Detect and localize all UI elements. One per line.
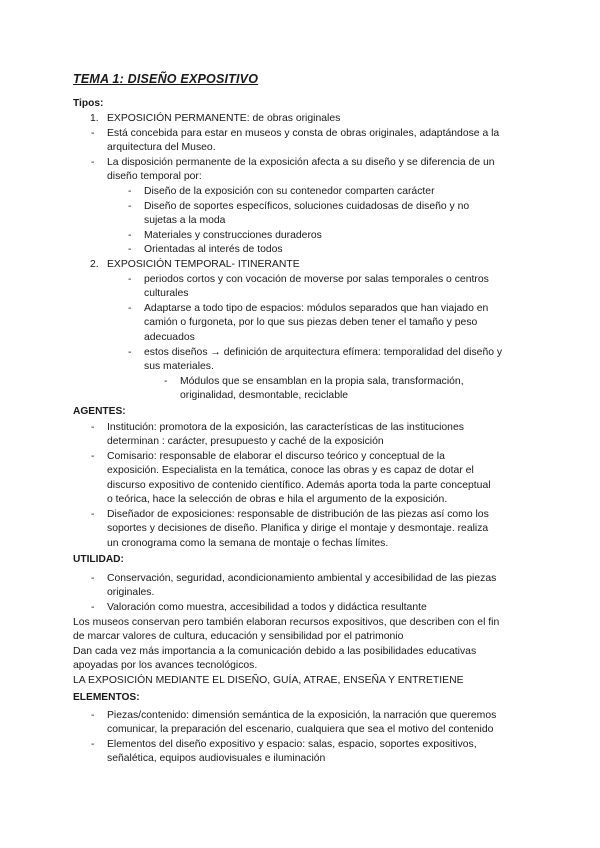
list-item-line: camión o furgoneta, por lo que sus piezas deben tener el tamaño y peso [144, 317, 478, 328]
list-item-line: señalética, equipos audiovisuales e iluminación [107, 753, 326, 764]
list-item-line: Materiales y construcciones duraderos [144, 230, 322, 241]
list-item-line: soportes y decisiones de diseño. Planifica y dirige el montaje y desmontaje. realiza [107, 523, 489, 534]
list-item-line: exposición. Especialista en la temática, conoce las obras y es capaz de dotar el [107, 465, 474, 476]
paragraph-line: LA EXPOSICIÓN MEDIANTE EL DISEÑO, GUÍA, ATRAE, ENSEÑA Y ENTRETIENE [73, 675, 464, 686]
bullet-dash: - [91, 451, 95, 462]
list-item-line: Adaptarse a todo tipo de espacios: módulos separados que han viajado en [144, 303, 489, 314]
bullet-dash: - [91, 422, 95, 433]
list-item-line: Valoración como muestra, accesibilidad a todos y didáctica resultante [107, 602, 427, 613]
page-title: TEMA 1: DISEÑO EXPOSITIVO [73, 72, 259, 86]
list-item-line: culturales [144, 288, 189, 299]
list-item-line: adecuados [144, 332, 195, 343]
paragraph-line: apoyadas por los avances tecnológicos. [73, 660, 258, 671]
list-item-line: arquitectura del Museo. [107, 142, 216, 153]
paragraph-line: de marcar valores de cultura, educación y sensibilidad por el patrimonio [73, 631, 404, 642]
list-item-line: discurso expositivo de contenido científico. Además aporta toda la parte conceptual [107, 480, 491, 491]
bullet-dash: - [91, 157, 95, 168]
bullet-dash: - [128, 244, 132, 255]
bullet-dash: - [128, 303, 132, 314]
list-item-line: Institución: promotora de la exposición, las características de las instituciones [107, 422, 464, 433]
bullet-dash: - [164, 376, 168, 387]
agentes-heading: AGENTES: [73, 406, 126, 417]
list-item-line: originales. [107, 587, 155, 598]
utilidad-heading: UTILIDAD: [73, 554, 124, 565]
list-item-line: diseño temporal por: [107, 171, 202, 182]
list-item-line: periodos cortos y con vocación de moverse por salas temporales o centros [144, 274, 489, 285]
list-item-line: sus materiales. [144, 361, 214, 372]
list-item-line: Comisario: responsable de elaborar el discurso teórico y conceptual de la [107, 451, 445, 462]
tipos-item2-label: EXPOSICIÓN TEMPORAL- ITINERANTE [107, 259, 300, 270]
bullet-dash: - [91, 602, 95, 613]
elementos-heading: ELEMENTOS: [73, 692, 140, 703]
list-item-line: Piezas/contenido: dimensión semántica de la exposición, la narración que queremos [107, 710, 497, 721]
tipos-heading: Tipos: [73, 98, 104, 109]
list-item-line: un cronograma como la semana de montaje o fechas límites. [107, 538, 389, 549]
list-item-line: determinan : carácter, presupuesto y caché de la exposición [107, 436, 384, 447]
list-item-line: La disposición permanente de la exposición afecta a su diseño y se diferencia de un [107, 157, 495, 168]
list-item-line: Elementos del diseño expositivo y espacio: salas, espacio, soportes expositivos, [107, 739, 477, 750]
list-item-line: originalidad, desmontable, reciclable [180, 390, 349, 401]
bullet-dash: - [128, 347, 132, 358]
list-item-line: Conservación, seguridad, acondicionamiento ambiental y accesibilidad de las piezas [107, 573, 497, 584]
list-item-line: Módulos que se ensamblan en la propia sala, transformación, [180, 376, 464, 387]
list-item-line: o teórica, hace la selección de obras e hila el argumento de la exposición. [107, 494, 448, 505]
list-item-line: Diseño de soportes específicos, soluciones cuidadosas de diseño y no [144, 201, 470, 212]
list-item-line: sujetas a la moda [144, 215, 226, 226]
bullet-dash: - [91, 573, 95, 584]
bullet-dash: - [128, 186, 132, 197]
bullet-dash: - [91, 739, 95, 750]
list-number: 2. [90, 259, 99, 270]
list-item-line: comunicar, la preparación del escenario, cualquiera que sea el motivo del contenido [107, 724, 494, 735]
bullet-dash: - [91, 710, 95, 721]
bullet-dash: - [128, 230, 132, 241]
paragraph-line: Dan cada vez más importancia a la comunicación debido a las posibilidades educativas [73, 646, 477, 657]
bullet-dash: - [91, 128, 95, 139]
bullet-dash: - [128, 201, 132, 212]
bullet-dash: - [128, 274, 132, 285]
list-item-line: Diseñador de exposiciones: responsable de distribución de las piezas así como los [107, 509, 489, 520]
paragraph-line: Los museos conservan pero también elaboran recursos expositivos, que describen con el fin [73, 617, 500, 628]
list-item-line: Está concebida para estar en museos y consta de obras originales, adaptándose a la [107, 128, 500, 139]
list-item-line: Orientadas al interés de todos [144, 244, 283, 255]
list-item-line: Diseño de la exposición con su contenedor comparten carácter [144, 186, 435, 197]
tipos-item1-label: EXPOSICIÓN PERMANENTE: de obras originales [107, 113, 341, 124]
list-number: 1. [90, 113, 99, 124]
bullet-dash: - [91, 509, 95, 520]
list-item-line: estos diseños → definición de arquitectura efímera: temporalidad del diseño y [144, 347, 503, 358]
